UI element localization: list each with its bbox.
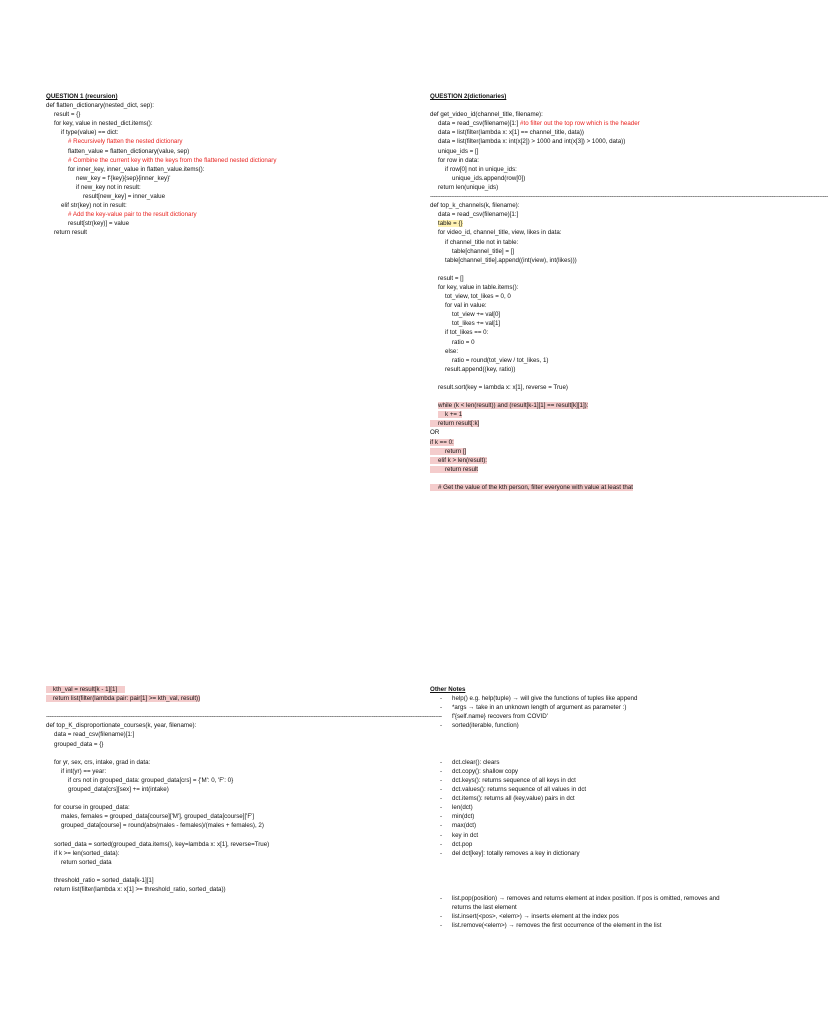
highlighted-code: if k == 0: bbox=[430, 438, 454, 446]
highlighted-code: return list(filter(lambda pair: pair[1] >= kth_val, result)) bbox=[46, 695, 200, 702]
code-line: result.append((key, ratio)) bbox=[445, 365, 516, 373]
code-line: for course in grouped_data: bbox=[54, 804, 130, 812]
code-line: for video_id, channel_title, view, likes in data: bbox=[438, 229, 562, 237]
list-item: - dct.keys(): returns sequence of all keys in dct bbox=[440, 776, 576, 784]
list-item: - max(dct) bbox=[440, 822, 477, 830]
code-line: result.sort(key = lambda x: x[1], reverse = True) bbox=[438, 384, 568, 391]
separator-line: -------------------------------------------------------------------------------------------------------------------------------------------------------------------------------------------------------------------------------- bbox=[46, 713, 441, 721]
code-line: def top_k_channels(k, filename): bbox=[430, 202, 520, 210]
code-line: result[new_key] = inner_value bbox=[83, 193, 166, 201]
list-item: - list.pop(position) → removes and returns element at index position. If pos is omitted, removes and returns the last element bbox=[440, 895, 720, 912]
code-line: data = read_csv(filename)[1:] #to filter out the top row which is the header bbox=[438, 120, 640, 128]
highlighted-code: return [] bbox=[430, 448, 466, 455]
code-line: if type(value) == dict: bbox=[61, 129, 119, 137]
code-line: if k >= len(sorted_data): bbox=[54, 849, 120, 857]
code-line: if new_key not in result: bbox=[76, 183, 141, 191]
code-line: table[channel_title].append((int(view), int(likes))) bbox=[445, 256, 577, 264]
highlighted-code: table = {} bbox=[438, 220, 463, 228]
q1-section bbox=[46, 92, 376, 238]
highlighted-code: k += 1 bbox=[438, 411, 462, 418]
code-line: for inner_key, inner_value in flatten_value.items(): bbox=[68, 165, 205, 173]
code-line: if row[0] not in unique_ids: bbox=[445, 165, 517, 173]
list-item: - dct.values(): returns sequence of all values in dct bbox=[440, 786, 587, 794]
code-line: return len(unique_ids) bbox=[438, 183, 499, 191]
code-line: data = read_csv(filename)[1:] bbox=[438, 211, 519, 219]
separator-line: ---------------------------------------------------------------------------------------------------------------------------------------------------------------------------------------------------------------------------------- bbox=[430, 193, 828, 201]
code-line: for yr, sex, crs, intake, grad in data: bbox=[54, 758, 151, 766]
highlighted-code: return result[:k] bbox=[430, 420, 479, 427]
list-item: - help() e.g. help(tuple) → will give the functions of tuples like append bbox=[440, 695, 638, 703]
list-item: - dct.pop bbox=[440, 840, 473, 848]
code-comment: # Add the key-value pair to the result dictionary bbox=[68, 211, 197, 219]
code-line: for key, value in table.items(): bbox=[438, 283, 519, 291]
list-item: - len(dct) bbox=[440, 804, 473, 812]
code-line: grouped_data = {} bbox=[54, 740, 104, 748]
code-line: tot_view += val[0] bbox=[452, 311, 501, 319]
or-label: OR bbox=[430, 429, 440, 437]
code-line: def top_K_disproportionate_courses(k, year, filename): bbox=[46, 722, 197, 730]
code-line: if tot_likes == 0: bbox=[445, 329, 489, 337]
q2-section bbox=[430, 92, 828, 492]
code-line: unique_ids.append(row[0]) bbox=[452, 174, 526, 182]
list-item: - sorted(iterable, function) bbox=[440, 722, 519, 730]
code-line: table[channel_title] = [] bbox=[452, 247, 515, 255]
code-line: for row in data: bbox=[438, 156, 479, 164]
code-line: def get_video_id(channel_title, filename): bbox=[430, 111, 543, 119]
code-line: new_key = f'{key}{sep}{inner_key}' bbox=[76, 174, 171, 182]
list-item: - *args → take in an unknown length of argument as parameter :) bbox=[440, 704, 627, 712]
list-item: - key in dct bbox=[440, 831, 479, 839]
code-line: if crs not in grouped_data: grouped_data[crs] = {'M': 0, 'F': 0} bbox=[68, 776, 234, 784]
code-line: result[str(key)] = value bbox=[68, 220, 130, 228]
code-line: elif str(key) not in result: bbox=[61, 202, 127, 210]
code-line: if int(yr) == year: bbox=[61, 767, 107, 775]
code-line: return list(filter(lambda x: x[1] >= threshold_ratio, sorted_data)) bbox=[54, 886, 226, 894]
code-line: unique_ids = [] bbox=[438, 147, 479, 155]
code-line: if channel_title not in table: bbox=[445, 238, 519, 246]
code-line: threshold_ratio = sorted_data[k-1][1] bbox=[54, 876, 154, 884]
code-line: for key, value in nested_dict.items(): bbox=[54, 120, 153, 128]
code-line: return result bbox=[54, 229, 88, 237]
code-line: result = [] bbox=[438, 274, 464, 282]
code-line: data = read_csv(filename)[1:] bbox=[54, 731, 135, 739]
q1-title: QUESTION 1 (recursion) bbox=[46, 93, 118, 100]
code-line: data = list(filter(lambda x: x[1] == channel_title, data)) bbox=[438, 129, 584, 137]
code-line: tot_likes += val[1] bbox=[452, 320, 501, 328]
q2-title: QUESTION 2(dictionaries) bbox=[430, 93, 507, 100]
code-line: data = list(filter(lambda x: int(x[2]) > 1000 and int(x[3]) > 1000, data)) bbox=[438, 138, 626, 146]
other-notes-section bbox=[430, 685, 722, 931]
code-line: males, females = grouped_data[course]['M'], grouped_data[course]['F'] bbox=[61, 813, 255, 821]
code-line: ratio = round(tot_view / tot_likes, 1) bbox=[452, 356, 549, 364]
code-line: result = {} bbox=[54, 111, 81, 119]
highlighted-code: kth_val = result[k - 1][1] bbox=[46, 686, 125, 693]
list-item: - del dct[key]: totally removes a key in dictionary bbox=[440, 849, 580, 857]
code-line: for val in value: bbox=[445, 302, 487, 310]
list-item: - dct.items(): returns all (key,value) pairs in dct bbox=[440, 795, 575, 803]
code-line: else: bbox=[445, 347, 459, 355]
code-line: grouped_data[crs][sex] += int(intake) bbox=[68, 786, 169, 794]
highlighted-code: elif k > len(result): bbox=[430, 457, 487, 464]
code-comment: #to filter out the top row which is the header bbox=[520, 120, 640, 128]
q2-continuation bbox=[46, 685, 441, 894]
code-comment: # Combine the current key with the keys from the flattened nested dictionary bbox=[68, 156, 277, 164]
highlighted-comment: # Get the value of the kth person, filter everyone with value at least that bbox=[430, 484, 633, 491]
code-line: sorted_data = sorted(grouped_data.items(), key=lambda x: x[1], reverse=True) bbox=[54, 840, 270, 848]
list-item: - f'{self.name} recovers from COVID' bbox=[440, 713, 548, 721]
code-line: grouped_data[course] = round(abs(males - females)/(males + females), 2) bbox=[61, 822, 264, 830]
code-line: def flatten_dictionary(nested_dict, sep): bbox=[46, 102, 155, 110]
code-line: ratio = 0 bbox=[452, 338, 475, 346]
list-item: - dct.clear(): clears bbox=[440, 758, 500, 766]
code-line: return sorted_data bbox=[61, 858, 112, 866]
code-comment: # Recursively flatten the nested dictionary bbox=[68, 138, 183, 146]
notes-title: Other Notes bbox=[430, 686, 466, 693]
list-item: - list.remove(<elem>) → removes the first occurrence of the element in the list bbox=[440, 922, 662, 930]
list-item: - dct.copy(): shallow copy bbox=[440, 767, 519, 775]
list-item: - list.insert(<pos>, <elem>) → inserts element at the index pos bbox=[440, 913, 619, 921]
highlighted-code: while (k < len(result)) and (result[k-1][1] == result[k][1]): bbox=[438, 402, 589, 410]
list-item: - min(dct) bbox=[440, 813, 475, 821]
code-line: flatten_value = flatten_dictionary(value, sep) bbox=[68, 147, 190, 155]
code-line: tot_view, tot_likes = 0, 0 bbox=[445, 293, 511, 301]
highlighted-code: return result bbox=[430, 466, 478, 473]
